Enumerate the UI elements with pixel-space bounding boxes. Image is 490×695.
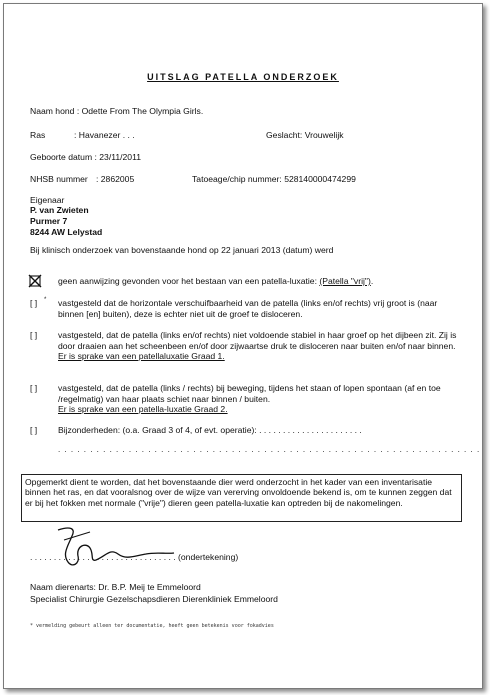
footnote: * vermelding gebeurt alleen ter documentatie, heeft geen betekenis voor fokadvies: [30, 623, 274, 629]
cross-mark-icon: [28, 274, 42, 288]
geboortedatum: Geboorte datum : 23/11/2011: [30, 152, 142, 162]
nhsb-value: : 2862005: [96, 174, 135, 184]
eigenaar-straat: Purmer 7: [30, 216, 68, 226]
opmerking-text: Opgemerkt dient te worden, dat het bovenstaande dier werd onderzocht in het kader van een inventarisatie binnen het ras, en dat vooralsnog over de wijze van vererving onvoldoende bekend is, om te kunnen zeggen dat er bij het fokken met normale ("vrije") dieren geen patella-luxatie kan optreden bij de nakomelingen.: [25, 477, 452, 508]
specialist: Specialist Chirurgie Gezelschapsdieren Dierenkliniek Emmeloord: [30, 594, 278, 604]
signature-scribble: [50, 524, 180, 574]
naam-hond: Naam hond : Odette From The Olympia Girls.: [30, 106, 204, 116]
geslacht: Geslacht: Vrouwelijk: [266, 130, 344, 140]
nhsb-label: NHSB nummer: [30, 174, 88, 184]
option-graad-1: vastgesteld, dat de patella (links en/of rechts) niet voldoende stabiel in haar groef op het dijbeen zit. Zij is door draaien aan het scheenbeen en/of door zijwaartse druk te disloceren naar buiten en/of naar binnen. Er is sprake van een patellaluxatie Graad 1.: [58, 330, 457, 362]
opmerking-box: [21, 474, 462, 522]
ondertekening: . . . . . . . . . . . . . . . . . . . . . . . . . . . . . . . (ondertekening): [30, 552, 239, 562]
option-vrij: geen aanwijzing gevonden voor het bestaan van een patella-luxatie: (Patella "vrij").: [58, 276, 374, 286]
document-page: [3, 3, 483, 689]
asterisk-mark: *: [44, 297, 47, 303]
checkbox-option-2: [ ]: [30, 298, 38, 308]
eigenaar-naam: P. van Zwieten: [30, 205, 89, 215]
onderzoek-zin: Bij klinisch onderzoek van bovenstaande hond op 22 januari 2013 (datum) werd: [30, 245, 334, 255]
option-verschuifbaar: vastgesteld dat de horizontale verschuifbaarheid van de patella (links en/of rechts) vrij groot is (naar binnen [en] buiten), deze is echter niet uit de groef te disloceren.: [58, 298, 438, 319]
eigenaar-plaats: 8244 AW Lelystad: [30, 227, 103, 237]
chip-nummer: Tatoeage/chip nummer: 528140000474299: [192, 174, 356, 184]
bijzonderheden: Bijzonderheden: (o.a. Graad 3 of 4, of evt. operatie): . . . . . . . . . . . . . . . . . . . . . .: [58, 425, 362, 435]
checkbox-bijzonderheden: [ ]: [30, 425, 38, 435]
document-title: UITSLAG PATELLA ONDERZOEK: [147, 72, 339, 82]
checkbox-marked: [28, 274, 42, 290]
ras-label: Ras: [30, 130, 46, 140]
dotted-line: . . . . . . . . . . . . . . . . . . . . . . . . . . . . . . . . . . . . . . . . . . . . . . . . . . . . . . . . . . . . . . . . . .: [58, 445, 481, 454]
option-graad-2: vastgesteld, dat de patella (links / rechts) bij beweging, tijdens het staan of lopen spontaan (af en toe /regelmatig) van haar plaats schiet naar binnen / buiten. Er is sprake van een patella-luxatie Graad 2.: [58, 383, 441, 415]
checkbox-option-4: [ ]: [30, 383, 38, 393]
eigenaar-label: Eigenaar: [30, 195, 65, 205]
ras-value: : Havanezer . . .: [74, 130, 135, 140]
dierenarts: Naam dierenarts: Dr. B.P. Meij te Emmeloord: [30, 582, 201, 592]
checkbox-option-3: [ ]: [30, 330, 38, 340]
